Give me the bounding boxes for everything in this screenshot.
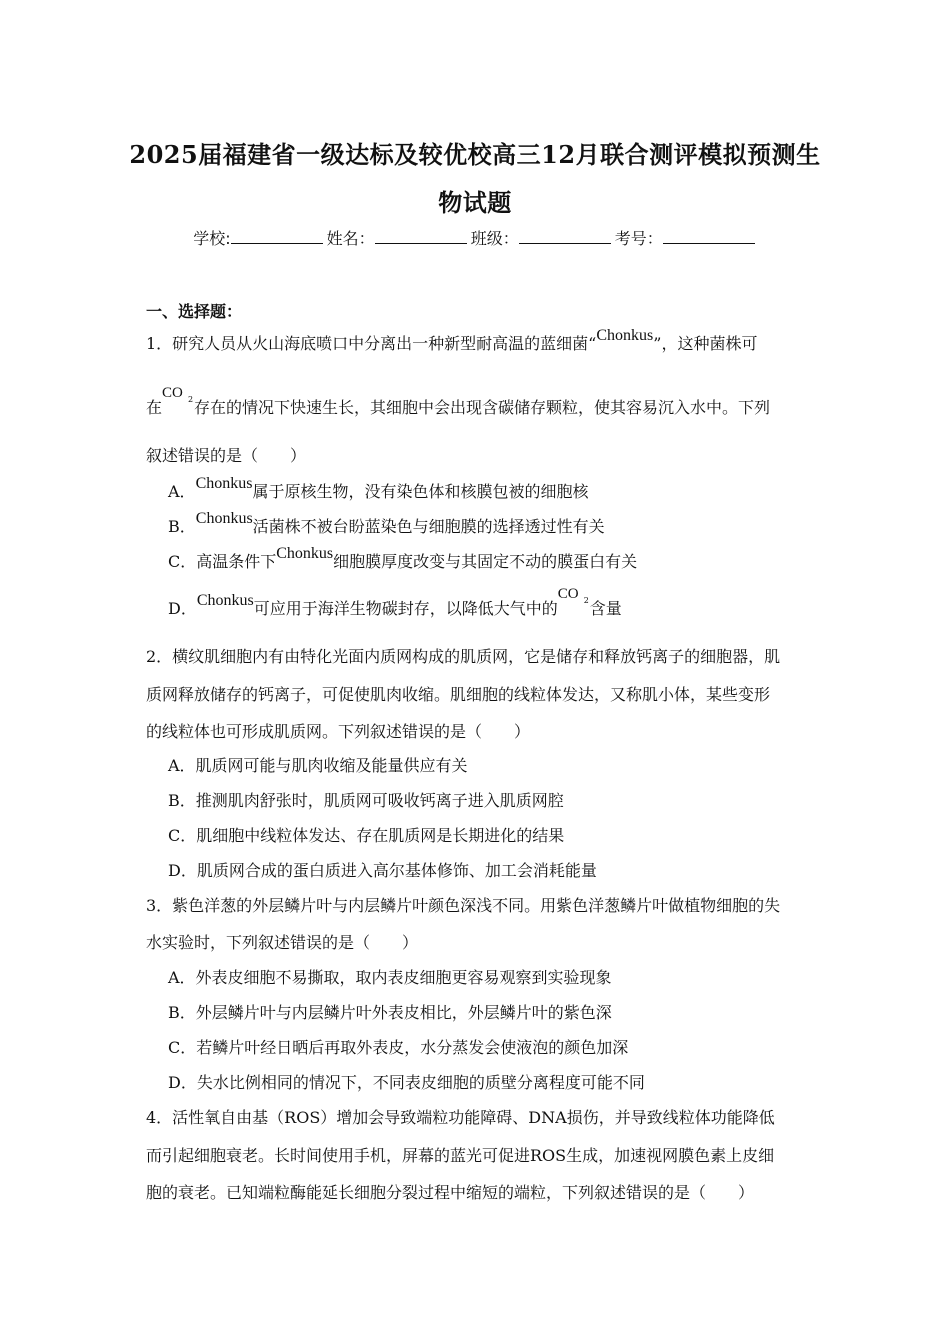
option-text: 活菌株不被台盼蓝染色与细胞膜的选择透过性有关 [252, 517, 605, 536]
number-label: 考号： [614, 229, 663, 248]
option-label: B． [168, 517, 196, 536]
option-label: D． [168, 599, 197, 618]
class-blank[interactable] [519, 229, 611, 244]
q2-option-c[interactable]: C．肌细胞中线粒体发达、存在肌质网是长期进化的结果 [168, 826, 565, 845]
q1-term: Chonkus [276, 545, 334, 562]
q4-line1: 4．活性氧自由基（ROS）增加会导致端粒功能障碍、DNA损伤，并导致线粒体功能降低 [146, 1108, 775, 1127]
q1-text: ”，这种菌株可 [653, 334, 758, 353]
q1-text: 1．研究人员从火山海底喷口中分离出一种新型耐高温的蓝细菌“ [146, 334, 597, 353]
q2-option-b[interactable]: B．推测肌肉舒张时，肌质网可吸收钙离子进入肌质网腔 [168, 791, 564, 810]
section-title: 一、选择题： [146, 302, 243, 321]
option-text: 属于原核生物，没有染色体和核膜包被的细胞核 [252, 482, 589, 501]
q1-option-b[interactable] [168, 510, 605, 537]
q1-term: Chonkus [196, 592, 254, 609]
q3-option-c[interactable]: C．若鳞片叶经日晒后再取外表皮，水分蒸发会使液泡的颜色加深 [168, 1038, 629, 1057]
school-label: 学校: [193, 229, 231, 248]
q1-term: Chonkus [596, 327, 654, 344]
name-blank[interactable] [375, 229, 467, 244]
q1-text: 存在的情况下快速生长，其细胞中会出现含碳储存颗粒，使其容易沉入水中。下列 [194, 398, 771, 417]
option-text: 含量 [589, 599, 622, 618]
q1-option-c[interactable] [168, 545, 638, 572]
q1-term: Chonkus [195, 475, 253, 492]
co2-text: CO [162, 385, 183, 401]
co2-text: CO [557, 586, 579, 602]
class-label: 班级： [470, 229, 519, 248]
q2-option-d[interactable]: D．肌质网合成的蛋白质进入高尔基体修饰、加工会消耗能量 [168, 861, 597, 880]
number-blank[interactable] [663, 229, 755, 244]
q1-line1 [146, 327, 758, 354]
name-label: 姓名： [326, 229, 375, 248]
q2-line1: 2．横纹肌细胞内有由特化光面内质网构成的肌质网，它是储存和释放钙离子的细胞器，肌 [146, 647, 781, 666]
option-label: C．高温条件下 [168, 552, 277, 571]
q1-line2 [146, 385, 771, 418]
q2-line2: 质网释放储存的钙离子，可促使肌肉收缩。肌细胞的线粒体发达，又称肌小体，某些变形 [146, 685, 771, 704]
option-text: 细胞膜厚度改变与其固定不动的膜蛋白有关 [333, 552, 638, 571]
q2-option-a[interactable]: A．肌质网可能与肌肉收缩及能量供应有关 [168, 756, 468, 775]
q3-line2: 水实验时，下列叙述错误的是（ ） [146, 933, 419, 952]
q3-option-b[interactable]: B．外层鳞片叶与内层鳞片叶外表皮相比，外层鳞片叶的紫色深 [168, 1003, 612, 1022]
q1-option-d[interactable] [168, 586, 622, 619]
q3-option-d[interactable]: D．失水比例相同的情况下，不同表皮细胞的质壁分离程度可能不同 [168, 1073, 645, 1092]
q1-option-a[interactable] [168, 475, 589, 502]
student-info-row [120, 226, 830, 249]
co2-subscript: 2 [583, 596, 589, 605]
q1-term: Chonkus [195, 510, 253, 527]
option-text: 可应用于海洋生物碳封存，以降低大气中的 [253, 599, 558, 618]
document-title-line1: 2025届福建省一级达标及较优校高三12月联合测评模拟预测生 [129, 140, 821, 169]
document-title-line2: 物试题 [438, 188, 512, 217]
option-label: A． [168, 482, 196, 501]
q1-line3: 叙述错误的是（ ） [146, 446, 307, 465]
q2-line3: 的线粒体也可形成肌质网。下列叙述错误的是（ ） [146, 722, 531, 741]
q4-line3: 胞的衰老。已知端粒酶能延长细胞分裂过程中缩短的端粒，下列叙述错误的是（ ） [146, 1183, 755, 1202]
school-blank[interactable] [231, 229, 323, 244]
q1-text: 在 [146, 398, 163, 417]
q3-option-a[interactable]: A．外表皮细胞不易撕取，取内表皮细胞更容易观察到实验现象 [168, 968, 612, 987]
q3-line1: 3．紫色洋葱的外层鳞片叶与内层鳞片叶颜色深浅不同。用紫色洋葱鳞片叶做植物细胞的失 [146, 896, 781, 915]
q4-line2: 而引起细胞衰老。长时间使用手机，屏幕的蓝光可促进ROS生成，加速视网膜色素上皮细 [146, 1146, 775, 1165]
co2-subscript: 2 [188, 395, 194, 404]
